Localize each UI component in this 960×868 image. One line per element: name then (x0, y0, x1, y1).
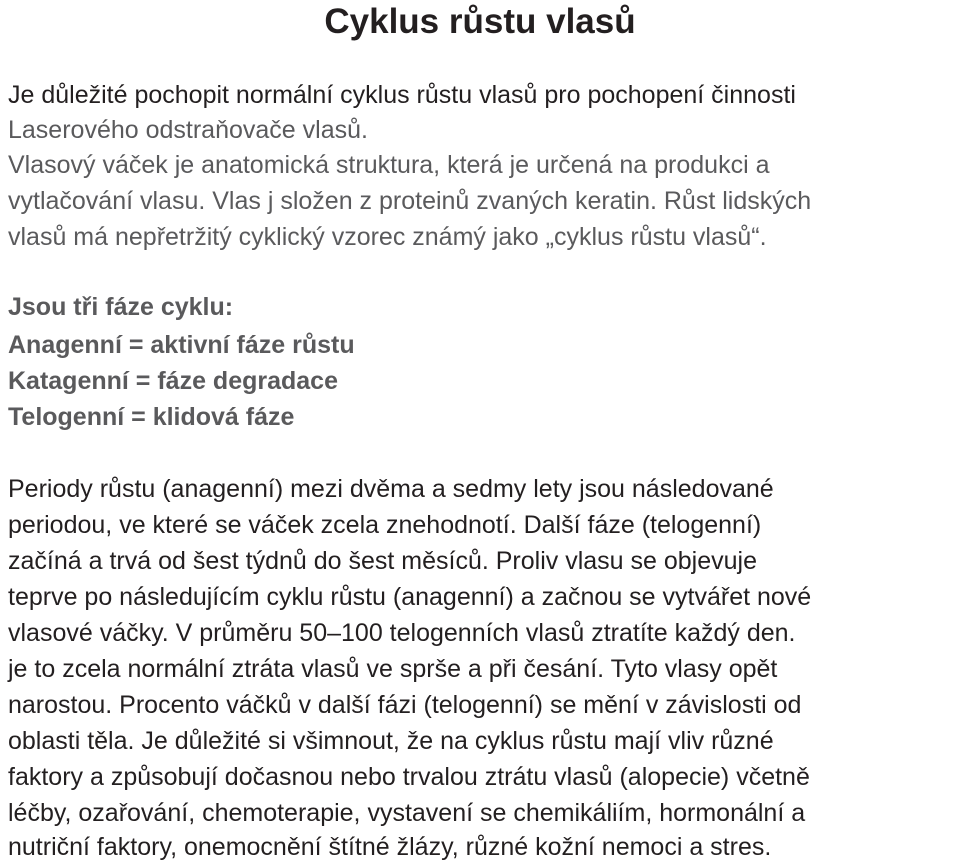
details-line-1: Periody růstu (anagenní) mezi dvěma a sedmy lety jsou následované (8, 475, 774, 503)
details-line-2: periodou, ve které se váček zcela znehodnotí. Další fáze (telogenní) (8, 511, 762, 539)
intro-line-2: Laserového odstraňovače vlasů. (8, 116, 368, 144)
details-line-6: je to zcela normální ztráta vlasů ve sprše a při česání. Tyto vlasy opět (8, 655, 778, 683)
intro-line-5: vlasů má nepřetržitý cyklický vzorec známý jako „cyklus růstu vlasů“. (8, 223, 767, 251)
phase-catagen: Katagenní = fáze degradace (8, 367, 338, 395)
phases-heading: Jsou tři fáze cyklu: (8, 293, 234, 321)
phase-telogen: Telogenní = klidová fáze (8, 403, 295, 431)
details-line-11: nutriční faktory, onemocnění štítné žlázy, různé kožní nemoci a stres. (8, 833, 772, 861)
details-line-4: teprve po následujícím cyklu růstu (anagenní) a začnou se vytvářet nové (8, 583, 812, 611)
details-line-3: začíná a trvá od šest týdnů do šest měsíců. Proliv vlasu se objevuje (8, 547, 757, 575)
intro-line-1: Je důležité pochopit normální cyklus růstu vlasů pro pochopení činnosti (8, 81, 796, 109)
details-line-7: narostou. Procento váčků v další fázi (telogenní) se mění v závislosti od (8, 691, 802, 719)
details-line-9: faktory a způsobují dočasnou nebo trvalou ztrátu vlasů (alopecie) včetně (8, 763, 810, 791)
intro-line-4: vytlačování vlasu. Vlas j složen z proteinů zvaných keratin. Růst lidských (8, 187, 812, 215)
phase-anagen: Anagenní = aktivní fáze růstu (8, 331, 355, 359)
details-line-10: léčby, ozařování, chemoterapie, vystavení se chemikáliím, hormonální a (8, 799, 806, 827)
intro-line-3: Vlasový váček je anatomická struktura, která je určená na produkci a (8, 151, 770, 179)
details-line-5: vlasové váčky. V průměru 50–100 telogenních vlasů ztratíte každý den. (8, 619, 796, 647)
details-line-8: oblasti těla. Je důležité si všimnout, že na cyklus růstu mají vliv různé (8, 727, 774, 755)
page-title: Cyklus růstu vlasů (324, 2, 636, 41)
